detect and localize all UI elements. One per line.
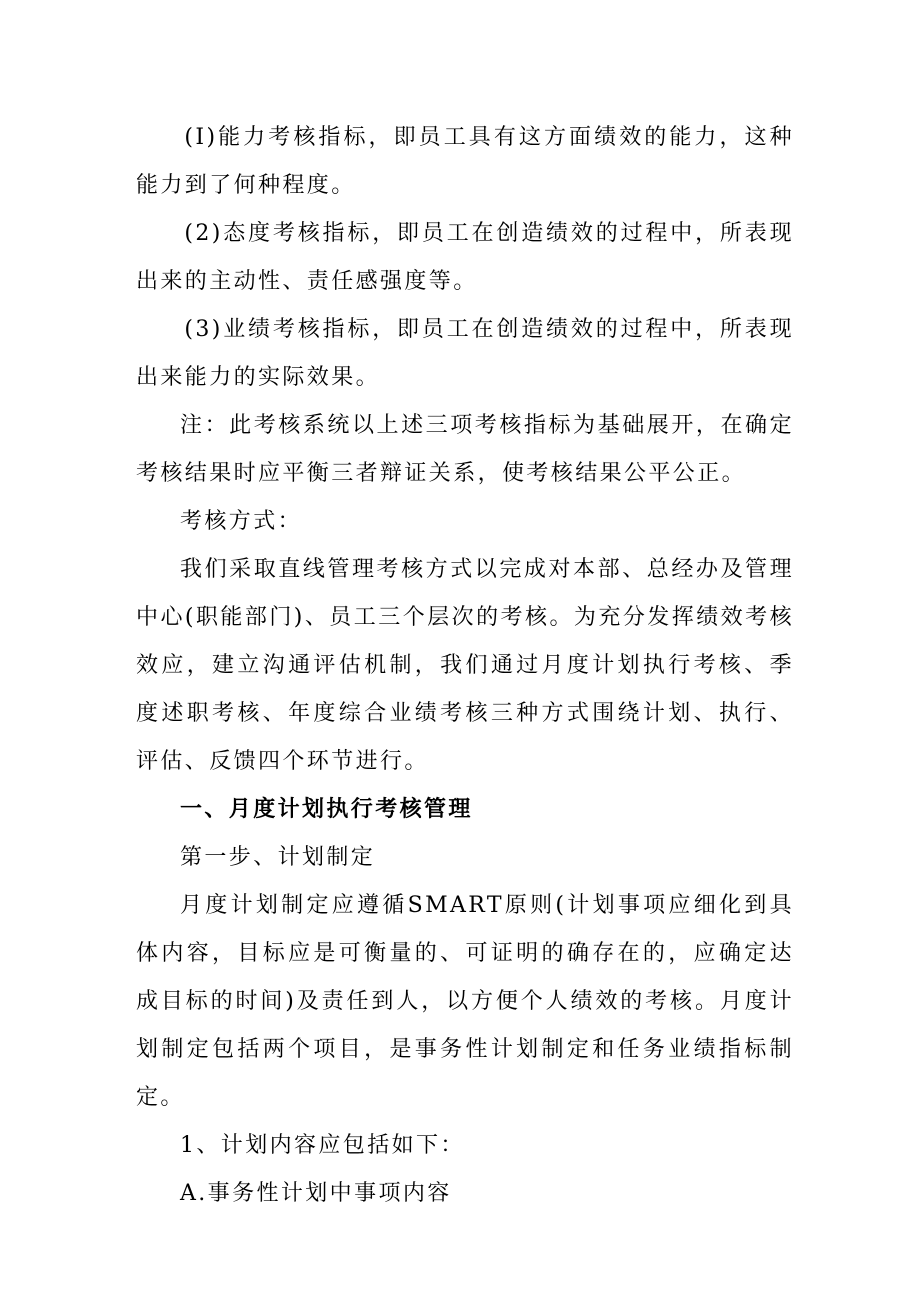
paragraph-assessment-method-body: 我们采取直线管理考核方式以完成对本部、总经办及管理中心(职能部门)、员工三个层次的考核。为充分发挥绩效考核效应，建立沟通评估机制，我们通过月度计划执行考核、季度述职考核、年度综合业绩考核三种方式围绕计划、执行、评估、反馈四个环节进行。 <box>136 557 794 774</box>
paragraph-step-one: 第一步、计划制定 <box>180 845 376 870</box>
paragraph-ability-indicator: (I)能力考核指标，即员工具有这方面绩效的能力，这种能力到了何种程度。 <box>136 125 794 198</box>
paragraph-performance-indicator: (3)业绩考核指标，即员工在创造绩效的过程中，所表现出来能力的实际效果。 <box>136 317 794 390</box>
paragraph-note: 注：此考核系统以上述三项考核指标为基础展开，在确定考核结果时应平衡三者辩证关系，使考核结果公平公正。 <box>136 413 794 486</box>
paragraph-smart-principle: 月度计划制定应遵循SMART原则(计划事项应细化到具体内容，目标应是可衡量的、可证明的确存在的，应确定达成目标的时间)及责任到人，以方便个人绩效的考核。月度计划制定包括两个项目，是事务性计划制定和任务业绩指标制定。 <box>136 893 794 1110</box>
paragraph-attitude-indicator: (2)态度考核指标，即员工在创造绩效的过程中，所表现出来的主动性、责任感强度等。 <box>136 221 794 294</box>
paragraph-plan-contents: 1、计划内容应包括如下： <box>180 1133 465 1158</box>
paragraph-assessment-method-label: 考核方式： <box>180 509 303 534</box>
paragraph-transactional-plan-items: A.事务性计划中事项内容 <box>180 1181 452 1206</box>
section-heading-monthly-plan: 一、月度计划执行考核管理 <box>180 797 473 822</box>
